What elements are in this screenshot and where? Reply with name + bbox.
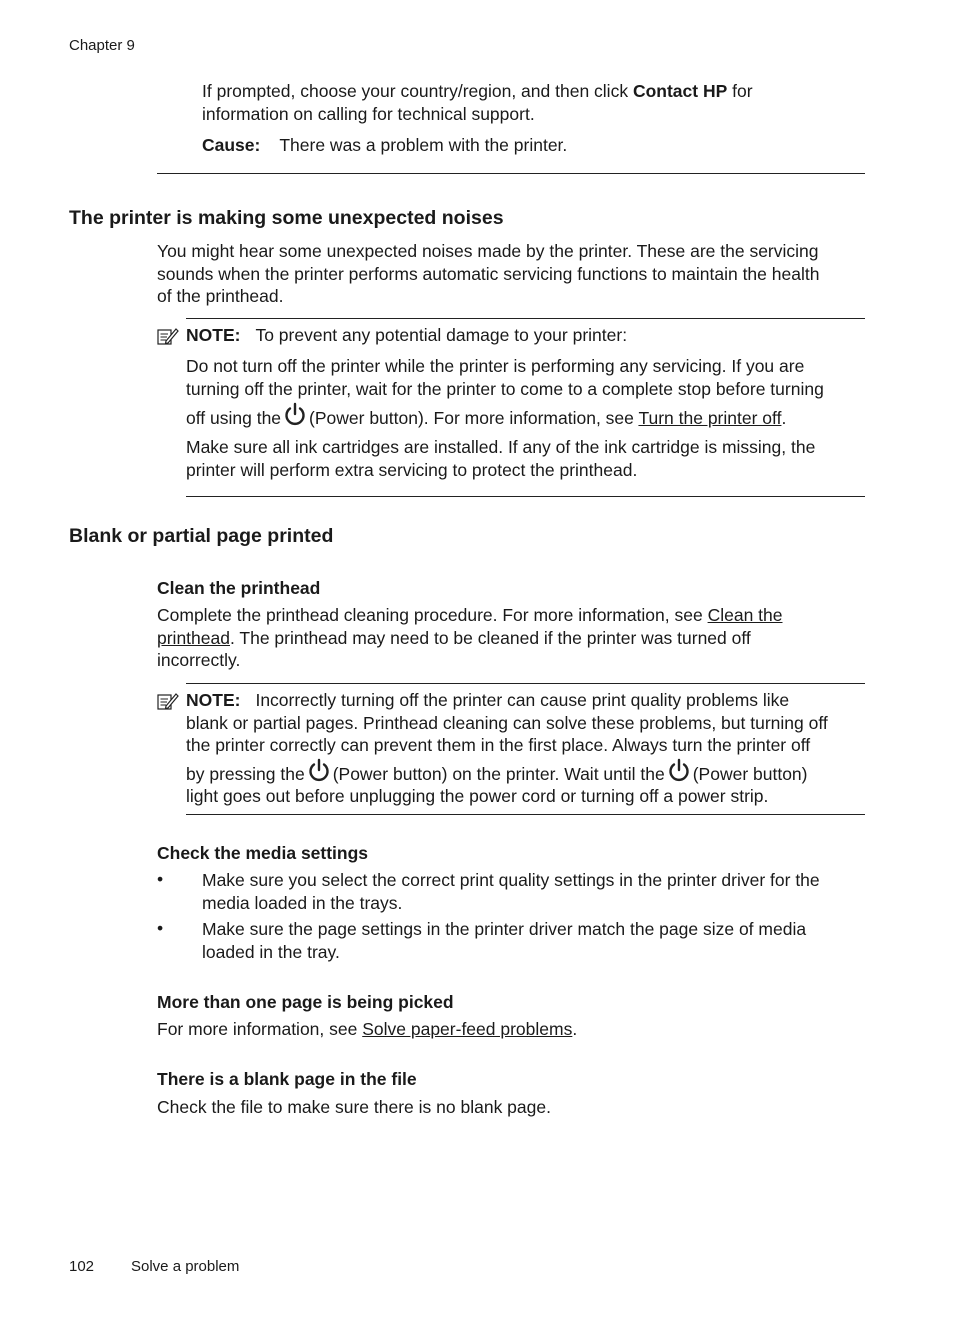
contact-hp-bold: Contact HP [632, 81, 728, 101]
blank-page-heading: Blank or partial page printed [69, 525, 334, 547]
noises-body-line: of the printhead. [157, 286, 284, 306]
intro-text-line2: information on calling for technical support. [202, 103, 535, 124]
cause-text: There was a problem with the printer. [279, 135, 568, 155]
bullet-marker: • [157, 918, 164, 938]
intro-text-a: If prompted, choose your country/region, and then click [202, 81, 633, 101]
note-bottom-rule [186, 496, 865, 497]
clean-note-line: Incorrectly turning off the printer can cause print quality problems like [255, 690, 790, 710]
clean-printhead-link[interactable]: printhead [157, 627, 230, 648]
media-bullet-1 [202, 869, 862, 914]
note-top-rule [186, 683, 865, 684]
power-icon [307, 758, 331, 784]
note-top-rule [186, 318, 865, 319]
clean-note-line: the printer correctly can prevent them in the first place. Always turn the printer off [186, 735, 811, 755]
clean-note [186, 689, 866, 757]
more-pages-body: For more information, see [157, 1019, 363, 1039]
more-pages-text [157, 1018, 577, 1041]
bullet-line: media loaded in the trays. [202, 892, 403, 913]
clean-printhead-body [157, 604, 862, 672]
note-p2-line: Make sure all ink cartridges are installed. If any of the ink cartridge is missing, the [186, 437, 816, 457]
note-pencil-icon [157, 326, 179, 346]
media-bullet-2 [202, 918, 862, 963]
bullet-line: Make sure you select the correct print quality settings in the printer driver for the [202, 870, 820, 890]
clean-note-line5: light goes out before unplugging the power cord or turning off a power strip. [186, 786, 769, 806]
power-icon [283, 402, 307, 428]
clean-note-text: by pressing the [186, 764, 305, 784]
intro-paragraph [202, 80, 842, 125]
noises-note-p1-line3 [186, 402, 786, 432]
note-p1-line: turning off the printer, wait for the printer to come to a complete stop before turning [186, 378, 824, 399]
noises-body-line: You might hear some unexpected noises made by the printer. These are the servicing [157, 241, 819, 261]
footer-section: Solve a problem [131, 1258, 240, 1275]
more-pages-heading: More than one page is being picked [157, 992, 454, 1012]
cause-label: Cause: [202, 135, 261, 155]
note-pencil-icon [157, 691, 179, 711]
note-label: NOTE: [186, 325, 241, 345]
noises-body [157, 240, 862, 308]
bullet-marker: • [157, 869, 164, 889]
noises-body-line: sounds when the printer performs automatic servicing functions to maintain the health [157, 263, 820, 284]
note-bottom-rule [186, 814, 865, 815]
turn-printer-off-link[interactable]: Turn the printer off [638, 408, 782, 428]
media-settings-heading: Check the media settings [157, 843, 369, 863]
period: . [572, 1019, 578, 1039]
blank-file-heading: There is a blank page in the file [157, 1069, 417, 1089]
note-text: To prevent any potential damage to your printer: [255, 325, 628, 345]
blank-file-text: Check the file to make sure there is no blank page. [157, 1097, 551, 1117]
note-p2-line: printer will perform extra servicing to protect the printhead. [186, 459, 638, 480]
note-p1-text: (Power button). For more information, see [309, 408, 639, 428]
noises-heading: The printer is making some unexpected noises [69, 207, 504, 229]
note-p1-line: Do not turn off the printer while the printer is performing any servicing. If you are [186, 356, 805, 376]
intro-text-b: for [727, 81, 753, 101]
clean-note-line: blank or partial pages. Printhead cleaning can solve these problems, but turning off [186, 712, 828, 733]
clean-body-text: . The printhead may need to be cleaned if the printer was turned off [229, 627, 751, 648]
solve-paper-feed-link[interactable]: Solve paper-feed problems [362, 1019, 573, 1039]
power-icon [667, 758, 691, 784]
section-divider [157, 173, 865, 174]
clean-body-text: incorrectly. [157, 650, 241, 670]
note-p1-text: off using the [186, 408, 282, 428]
chapter-label: Chapter 9 [69, 37, 135, 54]
clean-body-text: Complete the printhead cleaning procedure. For more information, see [157, 605, 708, 625]
noises-note-line [186, 324, 627, 347]
noises-note-p2 [186, 436, 866, 481]
noises-note-p1 [186, 355, 866, 400]
bullet-line: Make sure the page settings in the printer driver match the page size of media [202, 919, 807, 939]
clean-note-text: (Power button) on the printer. Wait until the [332, 764, 665, 784]
note-label: NOTE: [186, 690, 241, 710]
clean-note-text: (Power button) [692, 764, 808, 784]
clean-printhead-link[interactable]: Clean the [707, 605, 783, 625]
period: . [781, 408, 787, 428]
clean-printhead-heading: Clean the printhead [157, 578, 321, 598]
bullet-line: loaded in the tray. [202, 941, 340, 962]
page-number: 102 [69, 1258, 95, 1275]
clean-note-line4 [186, 758, 808, 788]
cause-line [202, 134, 567, 157]
